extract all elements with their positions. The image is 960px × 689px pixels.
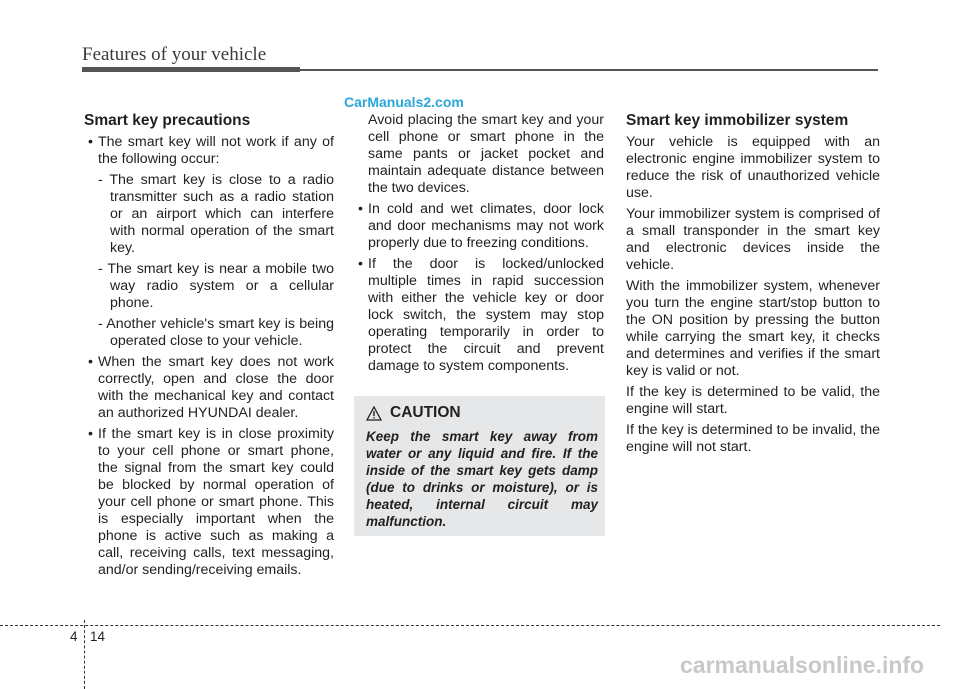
- watermark-bottom: carmanualsonline.info: [680, 652, 925, 678]
- bullet-item: • The smart key will not work if any of the following occur:: [84, 134, 334, 168]
- warning-triangle-icon: [366, 406, 382, 421]
- caution-heading: [366, 404, 461, 422]
- dash-item: - The smart key is near a mobile two way radio system or a cellular phone.: [98, 261, 334, 311]
- caution-box: [354, 396, 605, 536]
- bullet-item: • If the door is locked/unlocked multiple times in rapid succession with either the vehicle key or door lock switch, the system may stop operating temporarily in order to protect the circuit and prevent damage to system components.: [354, 256, 604, 375]
- page-header-title: Features of your vehicle: [82, 44, 267, 65]
- bullet-item: • In cold and wet climates, door lock and door mechanisms may not work properly due to freezing conditions.: [354, 201, 604, 252]
- footer-divider: [84, 620, 85, 689]
- page-section-number: 4: [70, 629, 78, 644]
- column-left: [84, 112, 334, 583]
- column-middle: [354, 112, 604, 379]
- section-title-precautions: Smart key precautions: [84, 112, 251, 129]
- watermark-top: CarManuals2.com: [344, 94, 464, 110]
- page-number: 14: [90, 629, 106, 644]
- paragraph: Your immobilizer system is comprised of a small transponder in the smart key and electronic devices inside the vehicle.: [626, 206, 880, 273]
- bullet-item: • If the smart key is in close proximity to your cell phone or smart phone, the signal from the smart key could be blocked by normal operation of your cell phone or smart phone. This is especially important when the phone is active such as making a call, receiving calls, text messaging, and/or sending/receiving emails.: [84, 426, 334, 579]
- caution-title: CAUTION: [390, 404, 461, 421]
- paragraph: With the immobilizer system, whenever you turn the engine start/stop button to the ON position by pressing the button while carrying the smart key, it checks and determines and verifies if the smart key is valid or not.: [626, 278, 880, 379]
- header-bar-accent: [82, 67, 300, 72]
- header-rule: [300, 69, 878, 71]
- caution-text: Keep the smart key away from water or any liquid and fire. If the inside of the smart key gets damp (due to drinks or moisture), or is heated, internal circuit may malfunction.: [366, 429, 598, 529]
- dash-item: - Another vehicle's smart key is being operated close to your vehicle.: [98, 316, 334, 349]
- bullet-item: • When the smart key does not work correctly, open and close the door with the mechanical key and contact an authorized HYUNDAI dealer.: [84, 354, 334, 422]
- dash-item: - The smart key is close to a radio transmitter such as a radio station or an airport which can interfere with normal operation of the smart key.: [98, 172, 334, 256]
- paragraph: If the key is determined to be valid, the engine will start.: [626, 384, 880, 417]
- section-title-immobilizer: Smart key immobilizer system: [626, 112, 849, 129]
- paragraph: Your vehicle is equipped with an electronic engine immobilizer system to reduce the risk of unauthorized vehicle use.: [626, 134, 880, 201]
- bullet-continuation: Avoid placing the smart key and your cell phone or smart phone in the same pants or jacket pocket and maintain adequate distance between the two devices.: [368, 112, 604, 196]
- paragraph: If the key is determined to be invalid, the engine will not start.: [626, 422, 880, 455]
- column-right: [626, 112, 880, 460]
- footer-rule: [0, 625, 940, 626]
